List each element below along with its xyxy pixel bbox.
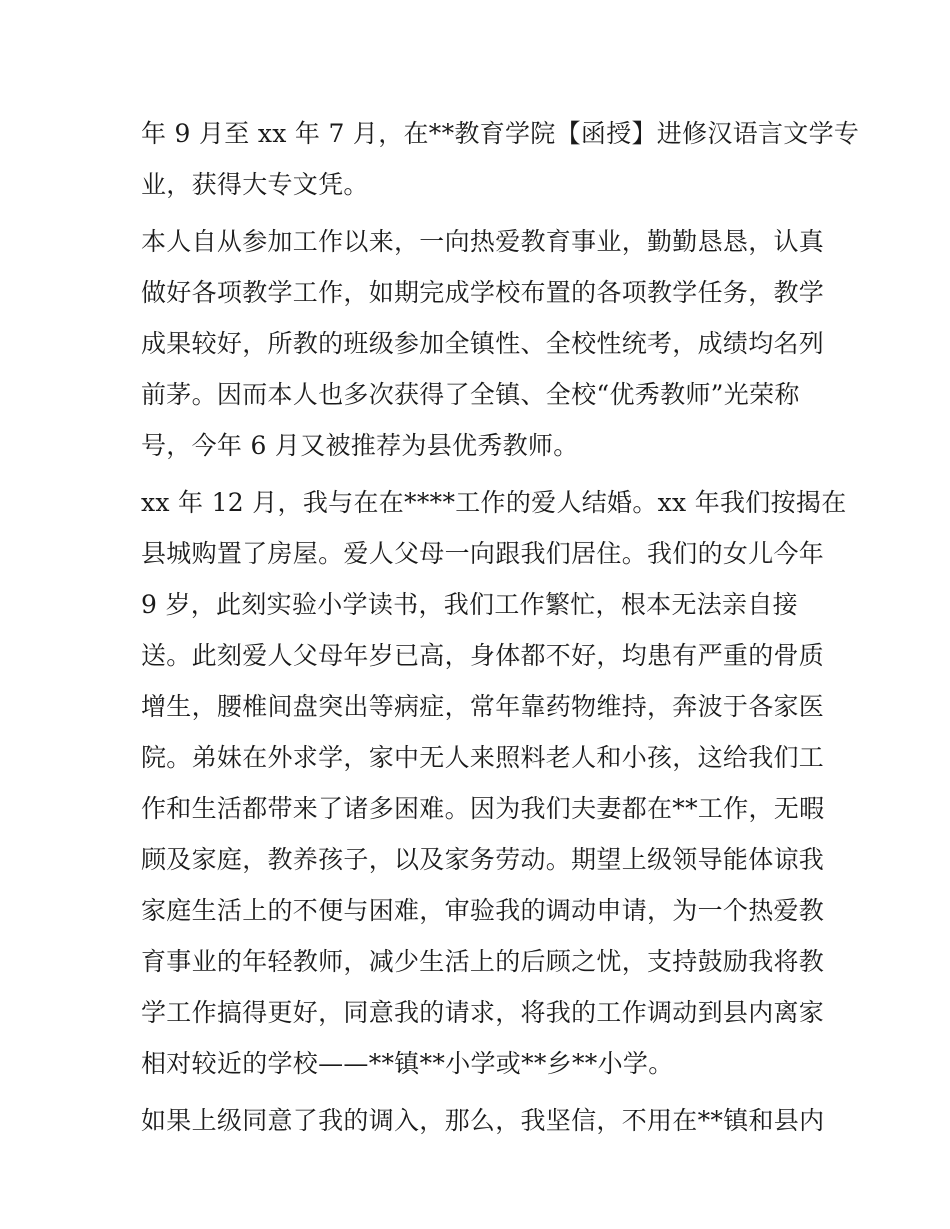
- text-line: 家庭生活上的不便与困难，审验我的调动申请，为一个热爱教: [141, 896, 825, 925]
- text-line: 县城购置了房屋。爱人父母一向跟我们居住。我们的女儿今年: [141, 539, 825, 568]
- text-line: 作和生活都带来了诸多困难。因为我们夫妻都在**工作，无暇: [141, 794, 825, 823]
- text-line: 号，今年 6 月又被推荐为县优秀教师。: [141, 431, 579, 460]
- text-line: 顾及家庭，教养孩子，以及家务劳动。期望上级领导能体谅我: [141, 845, 825, 874]
- text-line: 育事业的年轻教师，减少生活上的后顾之忧，支持鼓励我将教: [141, 947, 825, 976]
- text-line: 如果上级同意了我的调入，那么，我坚信，不用在**镇和县内: [141, 1106, 825, 1135]
- text-line: 本人自从参加工作以来，一向热爱教育事业，勤勤恳恳，认真: [141, 227, 825, 256]
- text-line: 增生，腰椎间盘突出等病症，常年靠药物维持，奔波于各家医: [141, 692, 825, 721]
- text-line: 做好各项教学工作，如期完成学校布置的各项教学任务，教学: [141, 278, 825, 307]
- text-line: 前茅。因而本人也多次获得了全镇、全校“优秀教师”光荣称: [141, 380, 800, 409]
- text-line: 业，获得大专文凭。: [141, 170, 369, 199]
- document-body: [141, 108, 860, 1146]
- text-line: xx 年 12 月，我与在在****工作的爱人结婚。xx 年我们按揭在: [141, 488, 847, 517]
- text-line: 9 岁，此刻实验小学读书，我们工作繁忙，根本无法亲自接: [141, 590, 798, 619]
- text-line: 年 9 月至 xx 年 7 月，在**教育学院【函授】进修汉语言文学专: [141, 119, 860, 148]
- text-line: 送。此刻爱人父母年岁已高，身体都不好，均患有严重的骨质: [141, 641, 825, 670]
- text-line: 学工作搞得更好，同意我的请求，将我的工作调动到县内离家: [141, 998, 825, 1027]
- text-line: 院。弟妹在外求学，家中无人来照料老人和小孩，这给我们工: [141, 743, 825, 772]
- text-line: 成果较好，所教的班级参加全镇性、全校性统考，成绩均名列: [141, 329, 825, 358]
- text-line: 相对较近的学校——**镇**小学或**乡**小学。: [141, 1049, 674, 1078]
